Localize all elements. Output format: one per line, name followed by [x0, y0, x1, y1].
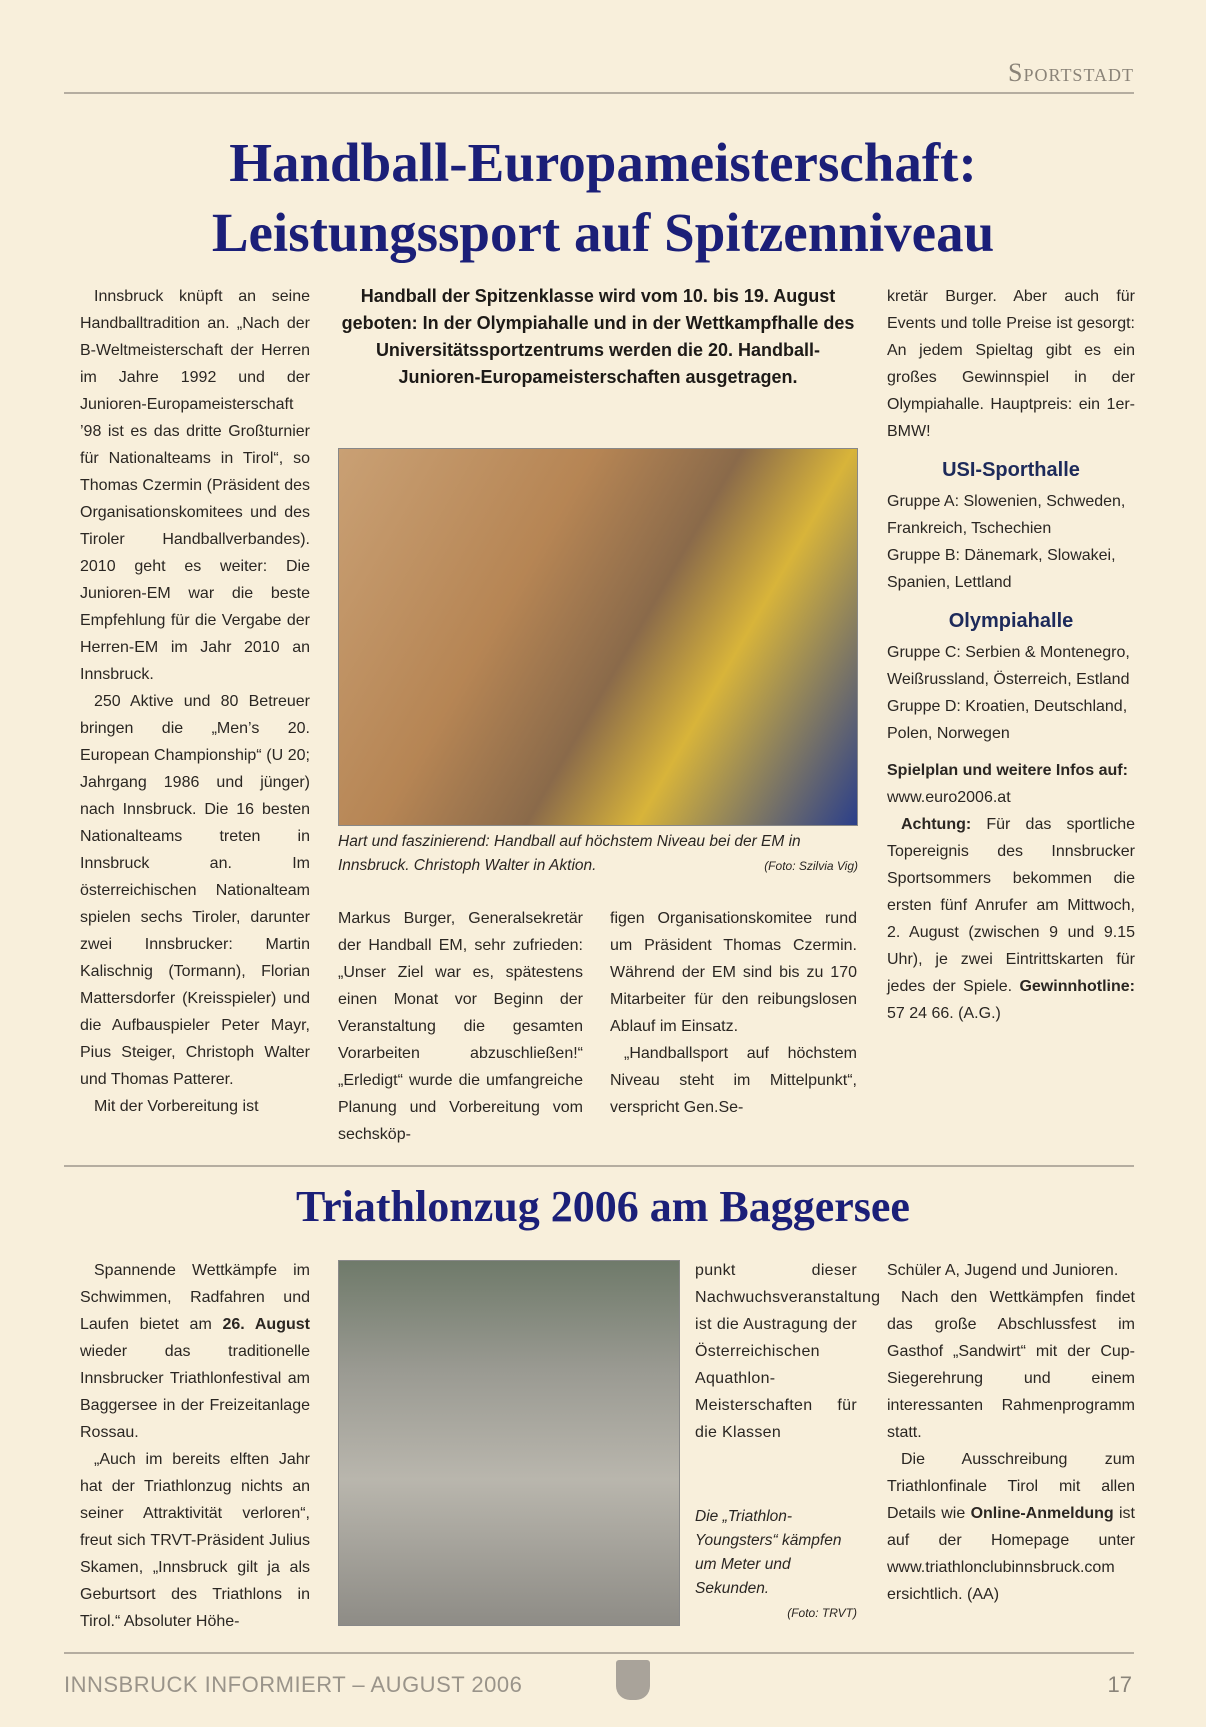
venue-heading-usi: USI-Sporthalle — [942, 459, 1080, 481]
article1-column1 — [80, 283, 310, 1120]
photo-credit: (Foto: Szilvia Vig) — [764, 859, 858, 873]
paragraph: „Auch im bereits elften Jahr hat der Triathlonzug nichts an seiner Attraktivität verloren“, freut sich TRVT-Präsident Julius Skamen, „Innsbruck gilt ja als Geburtsort des Triathlons in Tirol.“ Absoluter Höhe- — [80, 1451, 310, 1630]
photo-caption — [338, 830, 858, 878]
footer-publication: INNSBRUCK INFORMIERT – AUGUST 2006 — [64, 1672, 523, 1697]
paragraph: Nach den Wettkämpfen findet das große Abschlussfest im Gasthof „Sandwirt“ mit der Cup-Siegerehrung und einem interessanten Rahmenprogramm statt. — [887, 1289, 1135, 1441]
article2-title: Triathlonzug 2006 am Baggersee — [296, 1182, 910, 1231]
info-label: Spielplan und weitere Infos auf: — [887, 762, 1128, 779]
venue-groups: Gruppe C: Serbien & Montenegro, Weißrussland, Österreich, Estland Gruppe D: Kroatien, Deutschland, Polen, Norwegen — [887, 644, 1130, 742]
paragraph: Innsbruck knüpft an seine Handballtradition an. „Nach der B-Weltmeisterschaft der Herren im Jahre 1992 und der Junioren-Europameisterschaft ’98 ist es das dritte Großturnier für Nationalteams in Tirol“, so Thomas Czermin (Präsident des Organisationskomitees und des Tiroler Handballverbandes). 2010 geht es weiter: Die Junioren-EM war die beste Empfehlung für die Vergabe der Herren-EM im Jahr 2010 an Innsbruck. — [80, 288, 310, 683]
article2-column3 — [887, 1257, 1135, 1608]
paragraph: Schüler A, Jugend und Junioren. — [887, 1262, 1119, 1279]
page-number: 17 — [1107, 1672, 1132, 1697]
triathlon-photo — [338, 1260, 680, 1626]
info-url[interactable]: www.euro2006.at — [887, 789, 1011, 806]
achtung-label: Achtung: — [901, 816, 972, 833]
article2-column1 — [80, 1257, 310, 1635]
caption-text: Hart und faszinierend: Handball auf höchstem Niveau bei der EM in Innsbruck. Christoph Walter in Aktion. — [338, 833, 801, 874]
footer-divider — [64, 1652, 1134, 1654]
text: ist auf der Homepage unter www.triathlonclubinnsbruck.com ersichtlich. (AA) — [887, 1505, 1135, 1603]
hotline-label: Gewinnhotline: — [1019, 978, 1135, 995]
paragraph: figen Organisationskomitee rund um Präsident Thomas Czermin. Während der EM sind bis zu 170 Mitarbeiter für den reibungslosen Ablauf im Einsatz. — [610, 910, 857, 1035]
article1-lead: Handball der Spitzenklasse wird vom 10. bis 19. August geboten: In der Olympiahalle und in der Wettkampfhalle des Universitätssportzentrums werden die 20. Handball-Junioren-Europameisterschaften ausgetragen. — [341, 286, 855, 387]
paragraph: „Handballsport auf höchstem Niveau steht im Mittelpunkt“, verspricht Gen.Se- — [610, 1045, 857, 1116]
article1-column3 — [610, 905, 857, 1121]
caption-text: Die „Triathlon-Youngsters“ kämpfen um Meter und Sekunden. — [695, 1508, 842, 1597]
article-title-line1: Handball-Europameisterschaft: — [229, 132, 977, 193]
text: Die Ausschreibung zum Triathlonfinale Tirol mit allen Details wie — [887, 1451, 1135, 1522]
text: Spannende Wettkämpfe im Schwimmen, Radfahren und Laufen bietet am — [80, 1262, 310, 1333]
article1-column4 — [887, 283, 1135, 1027]
registration-bold: Online-Anmeldung — [970, 1505, 1114, 1522]
hotline-number: 57 24 66. (A.G.) — [887, 1005, 1001, 1022]
section-label: Sportstadt — [1008, 58, 1134, 87]
paragraph: punkt dieser Nachwuchsveranstaltung ist die Austragung der Österreichischen Aquathlon-Meisterschaften für die Klassen — [695, 1262, 881, 1441]
article1-column2 — [338, 905, 583, 1148]
venue-heading-olympiahalle: Olympiahalle — [948, 610, 1074, 632]
text: wieder das traditionelle Innsbrucker Triathlonfestival am Baggersee in der Freizeitanlage Rossau. — [80, 1343, 310, 1441]
city-crest-icon — [616, 1660, 650, 1700]
article-title-line2: Leistungssport auf Spitzenniveau — [211, 202, 995, 263]
venue-groups: Gruppe A: Slowenien, Schweden, Frankreich, Tschechien Gruppe B: Dänemark, Slowakei, Spanien, Lettland — [887, 493, 1126, 591]
photo-credit: (Foto: TRVT) — [787, 1606, 857, 1620]
paragraph: kretär Burger. Aber auch für Events und tolle Preise ist gesorgt: An jedem Spieltag gibt es ein großes Gewinnspiel in der Olympiahalle. Hauptpreis: ein 1er-BMW! — [887, 288, 1135, 440]
paragraph: 250 Aktive und 80 Betreuer bringen die „Men’s 20. European Championship“ (U 20; Jahrgang 1986 und jünger) nach Innsbruck. Die 16 besten Nationalteams treten in Innsbruck an. Im österreichischen Nationalteam spielen sechs Tiroler, darunter zwei Innsbrucker: Martin Kalischnig (Tormann), Florian Mattersdorfer (Kreisspieler) und die Aufbauspieler Peter Mayr, Pius Steiger, Christoph Walter und Thomas Patterer. — [80, 693, 310, 1088]
top-divider — [64, 92, 1134, 94]
handball-photo — [338, 448, 858, 826]
date-bold: 26. August — [222, 1316, 310, 1333]
article2-column2 — [695, 1257, 881, 1446]
article-divider — [64, 1165, 1134, 1167]
paragraph: Markus Burger, Generalsekretär der Handball EM, sehr zufrieden: „Unser Ziel war es, spätestens einen Monat vor Beginn der Veranstaltung die gesamten Vorarbeiten abzuschließen!“ „Erledigt“ wurde die umfangreiche Planung und Vorbereitung vom sechsköp- — [338, 910, 583, 1143]
paragraph: Mit der Vorbereitung ist — [94, 1098, 259, 1115]
photo-caption — [695, 1505, 857, 1625]
achtung-text: Für das sportliche Topereignis des Innsbrucker Sportsommers bekommen die ersten fünf Anrufer am Mittwoch, 2. August (zwischen 9 und 9.15 Uhr), je zwei Eintrittskarten für jedes der Spiele. — [887, 816, 1135, 995]
